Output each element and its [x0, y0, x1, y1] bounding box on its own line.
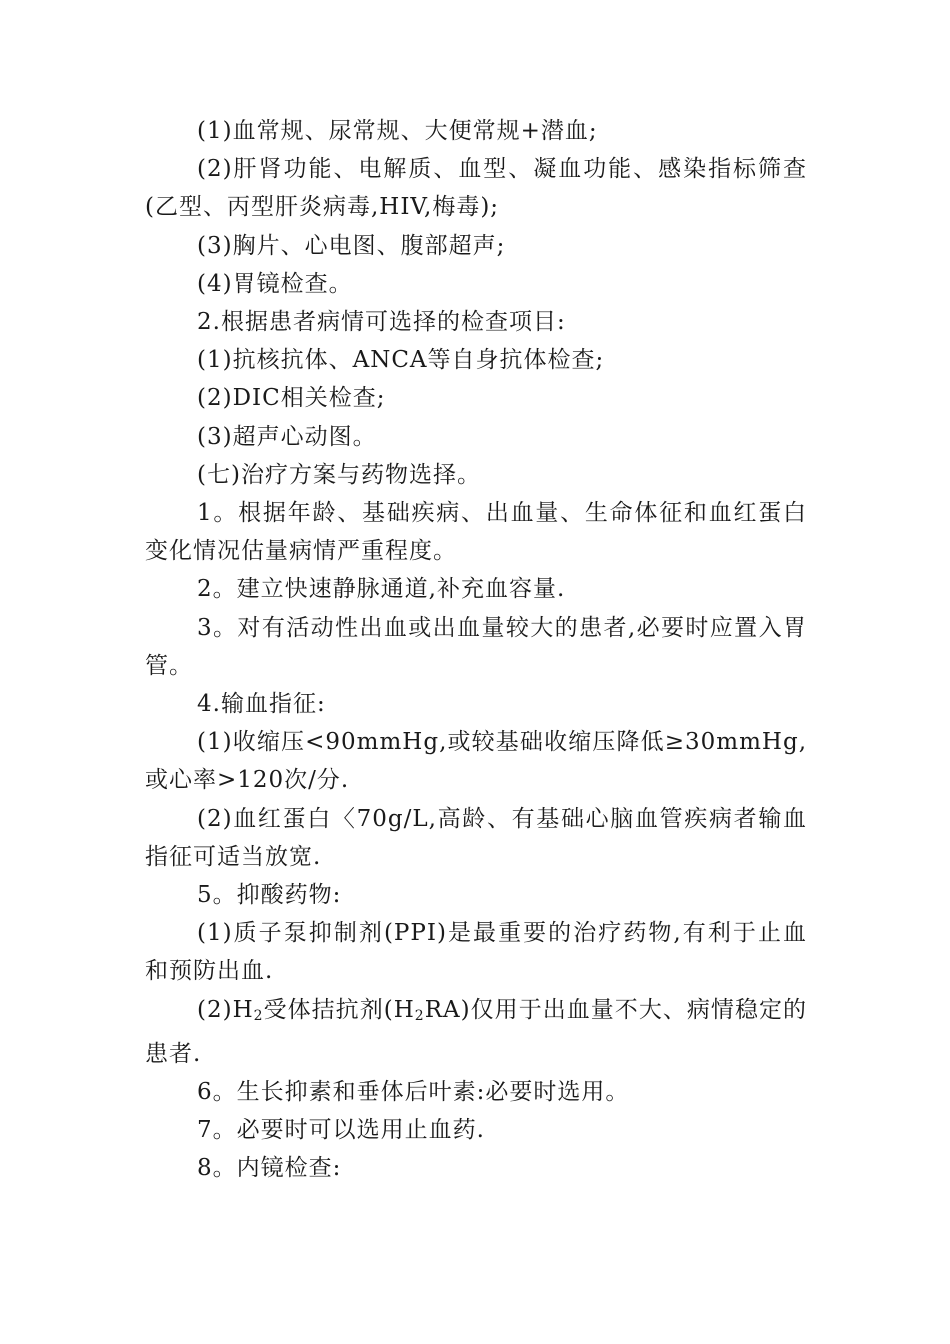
paragraph-dic-tests: (2)DIC相关检查; — [197, 385, 386, 412]
paragraph-ppi: (1)质子泵抑制剂(PPI)是最重要的治疗药物,有利于止血和预防出血. — [145, 920, 807, 985]
paragraph-somatostatin: 6。生长抑素和垂体后叶素:必要时选用。 — [197, 1079, 630, 1106]
paragraph-transfusion-2: (2)血红蛋白〈70g/L,高龄、有基础心脑血管疾病者输血指征可适当放宽. — [145, 805, 807, 870]
h2ra-middle: 受体拮抗剂(H — [263, 996, 415, 1023]
paragraph-hemostatic: 7。必要时可以选用止血药. — [197, 1117, 485, 1144]
paragraph-treatment-1: 1。根据年龄、基础疾病、出血量、生命体征和血红蛋白变化情况估量病情严重程度。 — [145, 500, 807, 565]
paragraph-antinuclear-antibody: (1)抗核抗体、ANCA等自身抗体检查; — [197, 347, 605, 374]
document-body — [145, 112, 807, 1188]
paragraph-blood-routine: (1)血常规、尿常规、大便常规+潜血; — [197, 118, 598, 144]
paragraph-optional-tests-heading: 2.根据患者病情可选择的检查项目: — [197, 309, 566, 336]
paragraph-transfusion-1: (1)收缩压<90mmHg,或较基础收缩压降低≥30mmHg,或心率>120次/分. — [145, 729, 807, 794]
paragraph-treatment-3: 3。对有活动性出血或出血量较大的患者,必要时应置入胃管。 — [145, 614, 807, 679]
paragraph-h2ra — [145, 991, 807, 1073]
h2ra-suffix: RA)仅用于出血量不大、病情稳定的患者. — [145, 996, 808, 1067]
paragraph-treatment-2: 2。建立快速静脉通道,补充血容量. — [197, 576, 566, 603]
section-heading-treatment: (七)治疗方案与药物选择。 — [197, 461, 481, 488]
paragraph-chest-xray: (3)胸片、心电图、腹部超声; — [197, 232, 506, 259]
paragraph-acid-suppression-heading: 5。抑酸药物: — [197, 882, 342, 909]
h2ra-subscript-1: 2 — [253, 1007, 264, 1024]
paragraph-endoscopy: 8。内镜检查: — [197, 1155, 342, 1182]
paragraph-transfusion-heading: 4.输血指征: — [197, 691, 326, 718]
paragraph-gastroscopy: (4)胃镜检查。 — [197, 270, 353, 297]
paragraph-echocardiogram: (3)超声心动图。 — [197, 423, 377, 450]
h2ra-subscript-2: 2 — [414, 1007, 425, 1024]
paragraph-liver-kidney: (2)肝肾功能、电解质、血型、凝血功能、感染指标筛查(乙型、丙型肝炎病毒,HIV,梅毒); — [145, 156, 807, 221]
h2ra-prefix: (2)H — [197, 996, 254, 1023]
